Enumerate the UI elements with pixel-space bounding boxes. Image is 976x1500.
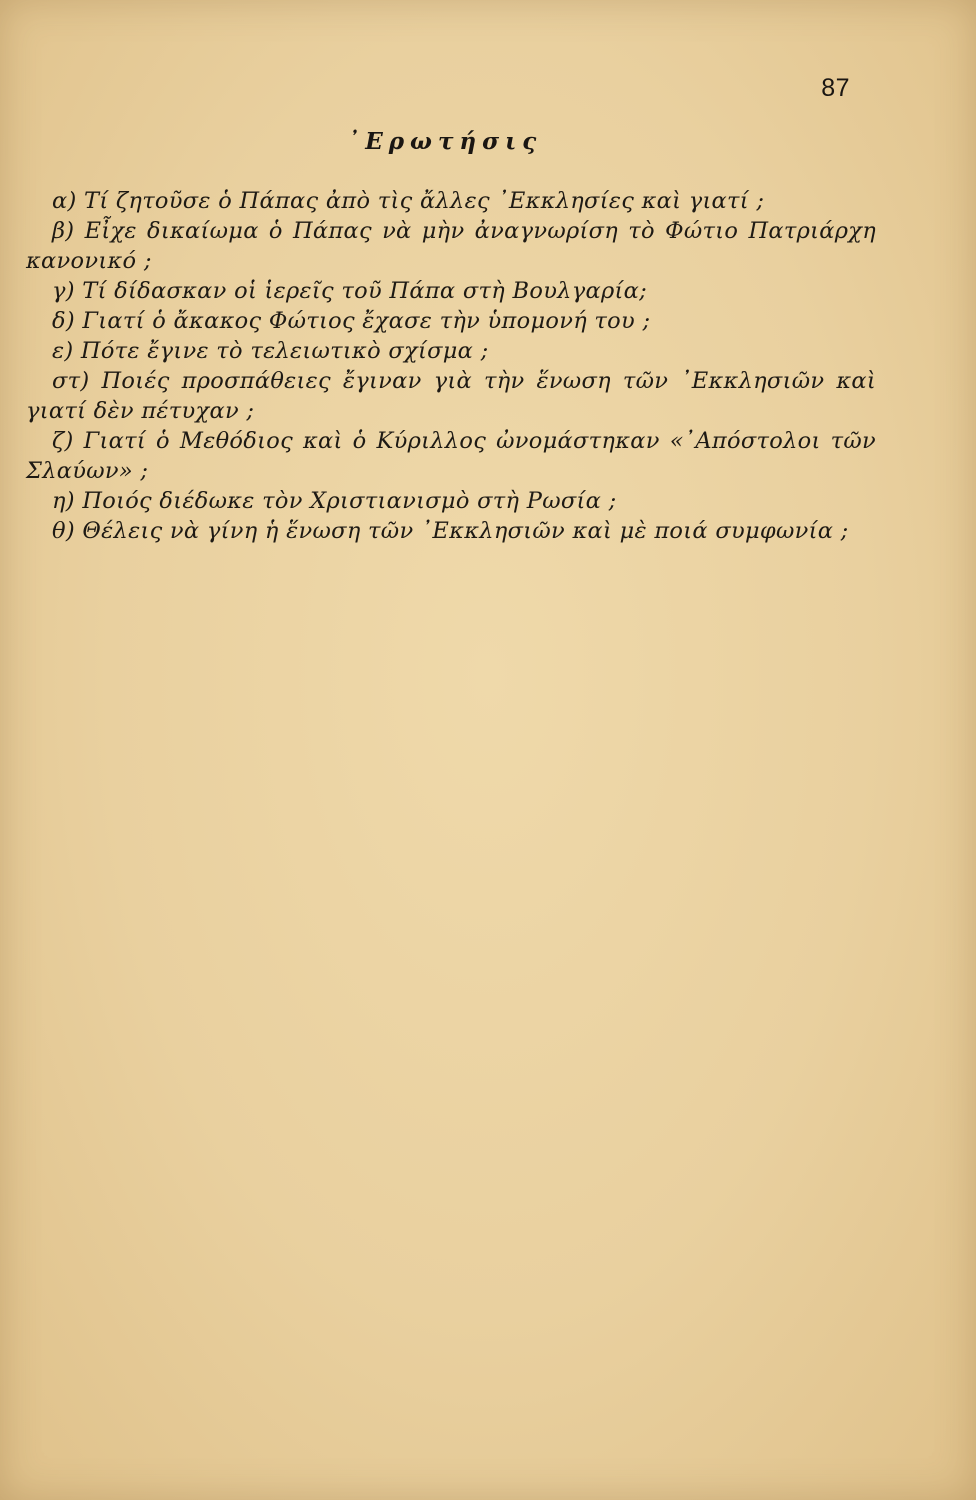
question-item	[26, 186, 876, 216]
question-item	[26, 306, 876, 336]
question-marker: α)	[52, 188, 77, 214]
question-marker: θ)	[52, 518, 75, 544]
question-text: Εἶχε δικαίωμα ὁ Πάπας νὰ μὴν ἀναγνωρίση τὸ Φώτιο Πατριάρχη κανονικό ;	[26, 218, 876, 274]
questions-list	[26, 186, 876, 546]
question-marker: ε)	[52, 338, 74, 364]
question-item	[26, 486, 876, 516]
question-item	[26, 336, 876, 366]
question-item	[26, 366, 876, 426]
question-marker: δ)	[52, 308, 75, 334]
page-heading: ᾿Ερωτήσις	[347, 128, 543, 155]
question-item	[26, 516, 876, 546]
page-number: 87	[821, 74, 850, 102]
question-text: Τί δίδασκαν οἱ ἱερεῖς τοῦ Πάπα στὴ Βουλγαρία;	[82, 278, 647, 304]
question-marker: γ)	[52, 278, 75, 304]
question-marker: β)	[52, 218, 75, 244]
question-item	[26, 426, 876, 486]
question-marker: η)	[52, 488, 75, 514]
question-text: Ποιές προσπάθειες ἔγιναν γιὰ τὴν ἕνωση τῶν ᾿Εκκλησιῶν καὶ γιατί δὲν πέτυχαν ;	[26, 368, 876, 424]
question-item	[26, 216, 876, 276]
question-text: Θέλεις νὰ γίνη ἡ ἕνωση τῶν ᾿Εκκλησιῶν καὶ μὲ ποιά συμφωνία ;	[82, 518, 849, 544]
question-item	[26, 276, 876, 306]
question-text: Γιατί ὁ Μεθόδιος καὶ ὁ Κύριλλος ὠνομάστηκαν «᾿Απόστολοι τῶν Σλαύων» ;	[26, 428, 876, 484]
question-marker: ζ)	[52, 428, 74, 454]
question-text: Γιατί ὁ ἄκακος Φώτιος ἔχασε τὴν ὑπομονή του ;	[82, 308, 651, 334]
question-text: Τί ζητοῦσε ὁ Πάπας ἀπὸ τὶς ἄλλες ᾿Εκκλησίες καὶ γιατί ;	[84, 188, 765, 214]
question-text: Πότε ἔγινε τὸ τελειωτικὸ σχίσμα ;	[80, 338, 489, 364]
question-text: Ποιός διέδωκε τὸν Χριστιανισμὸ στὴ Ρωσία ;	[82, 488, 617, 514]
question-marker: στ)	[52, 368, 90, 394]
